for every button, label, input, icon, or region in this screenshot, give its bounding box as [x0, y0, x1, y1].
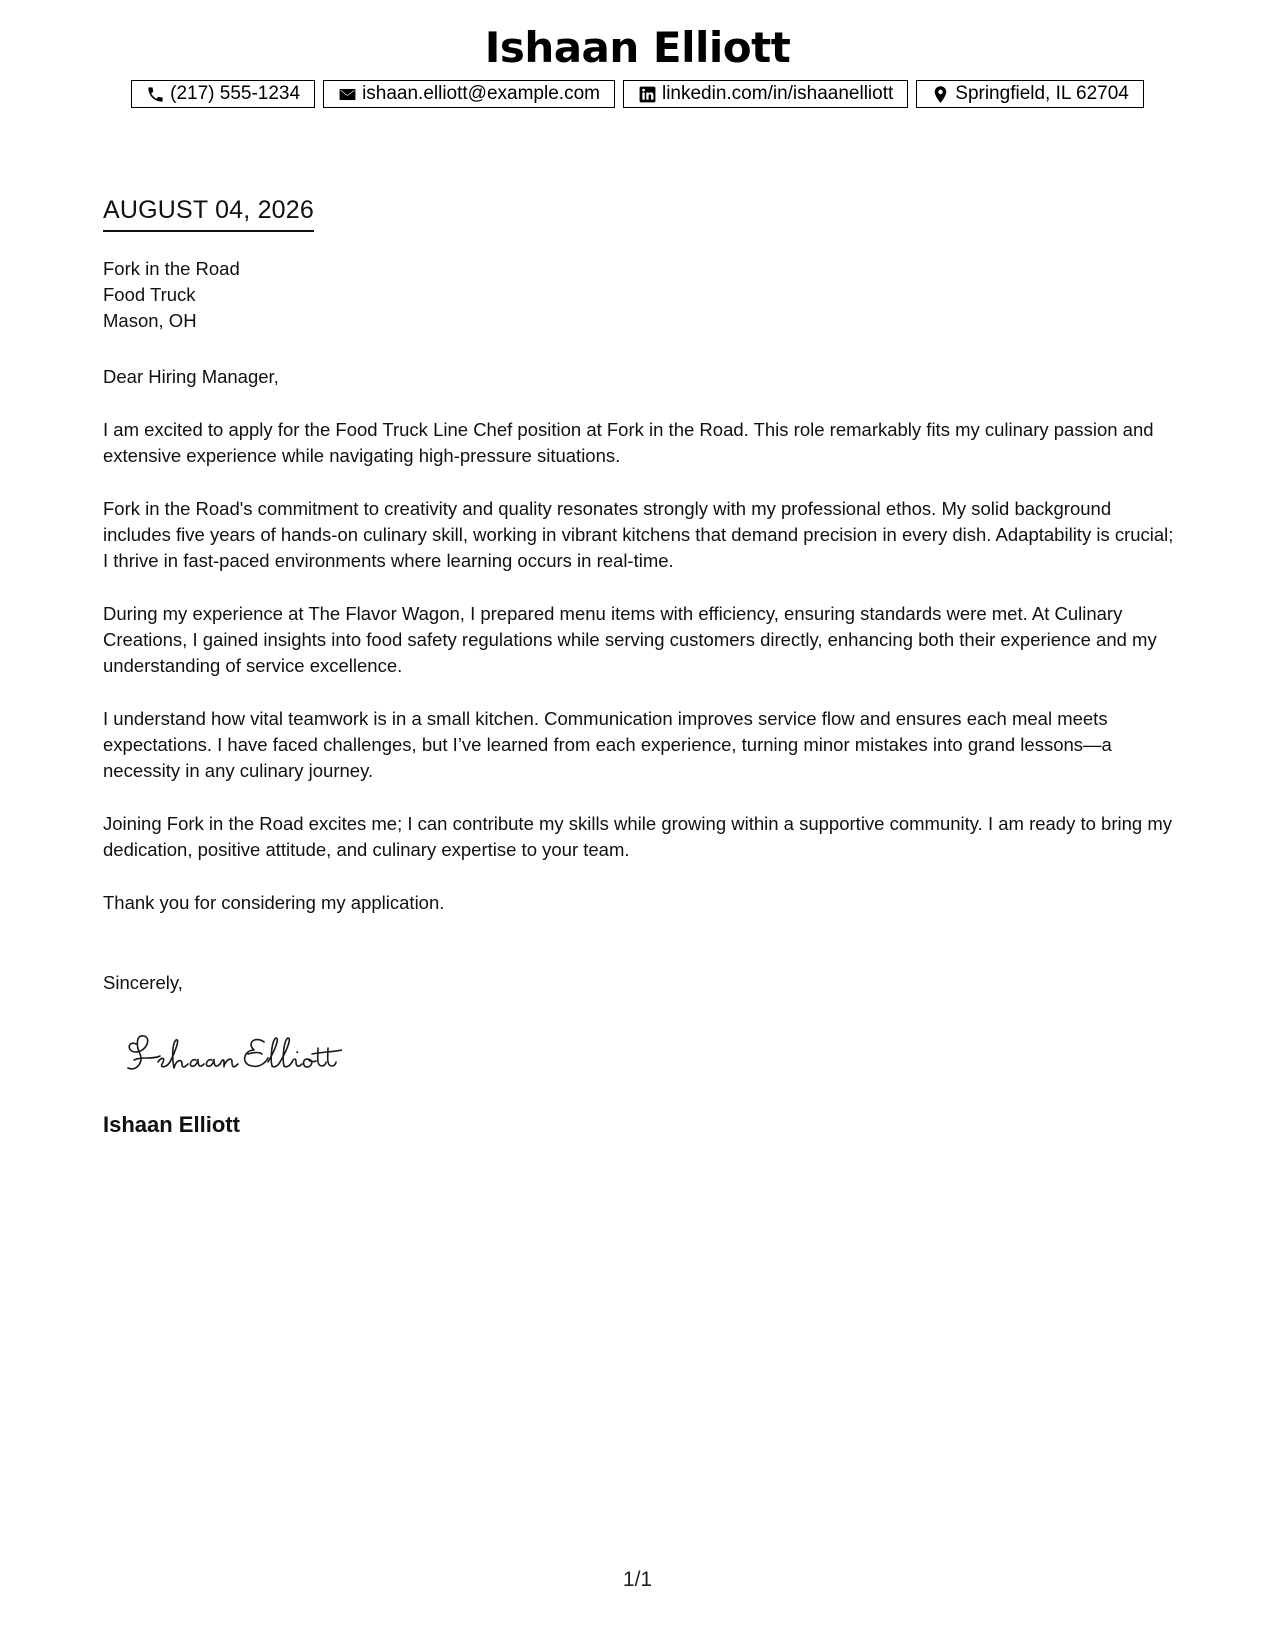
- recipient-line: Mason, OH: [103, 310, 197, 331]
- applicant-name: Ishaan Elliott: [484, 23, 791, 72]
- body-paragraph: During my experience at The Flavor Wagon, I prepared menu items with efficiency, ensuring standards were met. At Culinary Creations, I gained insights into food safety regulations while serving customers directly, enhancing both their experience and my understanding of service excellence.: [103, 603, 1157, 676]
- recipient-line: Fork in the Road: [103, 258, 240, 279]
- page-indicator: 1/1: [622, 1568, 653, 1591]
- body-paragraph: I am excited to apply for the Food Truck Line Chef position at Fork in the Road. This role remarkably fits my culinary passion and extensive experience while navigating high-pressure situations.: [103, 419, 1154, 466]
- salutation: Dear Hiring Manager,: [103, 366, 279, 387]
- body-paragraph: I understand how vital teamwork is in a small kitchen. Communication improves service flow and ensures each meal meets expectations. I have faced challenges, but I’ve learned from each experience, turning minor mistakes into grand lessons—a necessity in any culinary journey.: [103, 708, 1112, 781]
- contact-email-text: ishaan.elliott@example.com: [362, 83, 600, 104]
- contact-bar: [0, 80, 1275, 108]
- contact-phone-text: (217) 555-1234: [170, 83, 301, 104]
- body-paragraph: Thank you for considering my application.: [103, 892, 445, 913]
- contact-linkedin-text: linkedin.com/in/ishaanelliott: [661, 83, 894, 104]
- body-paragraph: Joining Fork in the Road excites me; I can contribute my skills while growing within a supportive community. I am ready to bring my dedication, positive attitude, and culinary expertise to your team.: [103, 813, 1172, 860]
- recipient-line: Food Truck: [103, 284, 196, 305]
- letter-body: [103, 364, 1178, 943]
- letter-date: AUGUST 04, 2026: [103, 194, 314, 232]
- handwritten-signature: [122, 1026, 342, 1080]
- contact-linkedin[interactable]: [623, 80, 908, 108]
- phone-icon: [146, 85, 165, 104]
- body-paragraph: Fork in the Road's commitment to creativity and quality resonates strongly with my professional ethos. My solid background includes five years of hands-on culinary skill, working in vibrant kitchens that demand precision in every dish. Adaptability is crucial; I thrive in fast-paced environments where learning occurs in real-time.: [103, 498, 1174, 571]
- contact-email[interactable]: [323, 80, 615, 108]
- recipient-block: [103, 256, 240, 334]
- signer-name: Ishaan Elliott: [103, 1112, 240, 1137]
- contact-phone: [131, 80, 315, 108]
- contact-location-text: Springfield, IL 62704: [955, 83, 1129, 104]
- linkedin-icon: [638, 85, 657, 104]
- envelope-icon: [338, 85, 357, 104]
- map-marker-icon: [931, 85, 950, 104]
- contact-location: [916, 80, 1144, 108]
- closing: Sincerely,: [103, 972, 183, 993]
